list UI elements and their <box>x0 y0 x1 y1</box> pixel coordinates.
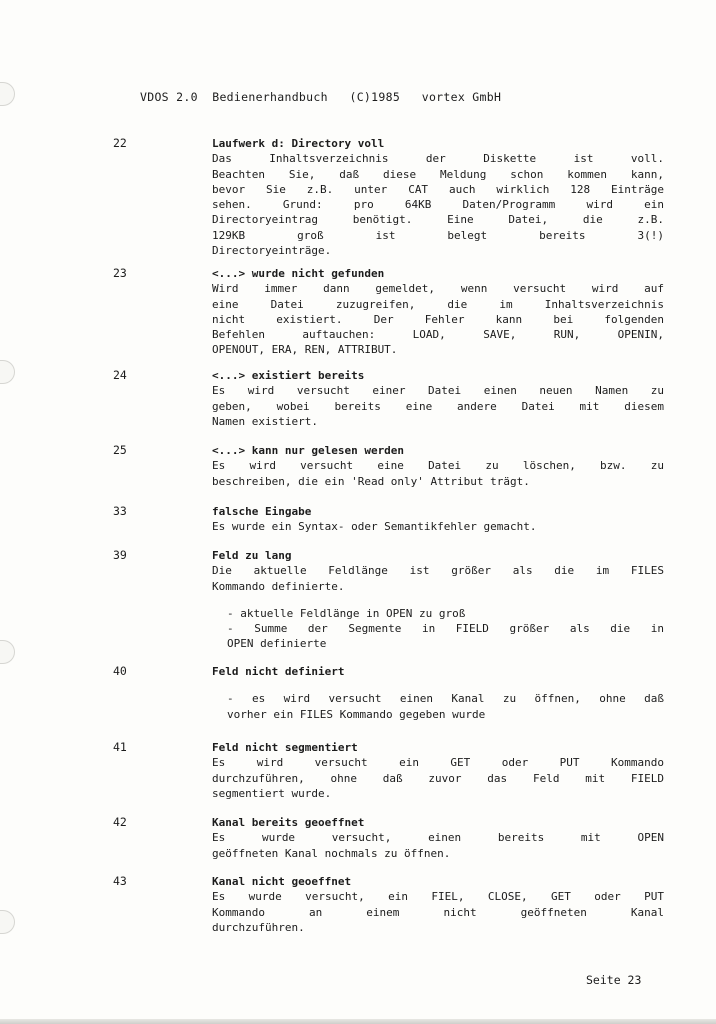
description-line: Es wurde ein Syntax- oder Semantikfehler gemacht. <box>212 520 537 534</box>
description-line: OPENOUT, ERA, REN, ATTRIBUT. <box>212 343 398 357</box>
description-line: Befehlen auftauchen: LOAD, SAVE, RUN, OPENIN, <box>212 328 664 342</box>
description-line: sehen. Grund: pro 64KB Daten/Programm wird ein <box>212 198 664 212</box>
error-description <box>212 266 664 358</box>
error-title: falsche Eingabe <box>212 505 312 518</box>
error-number: 39 <box>113 548 127 562</box>
bullet-item <box>212 691 664 722</box>
error-title: Kanal nicht geoeffnet <box>212 875 352 888</box>
description-line: Es wird versucht ein GET oder PUT Kommando <box>212 756 664 770</box>
description-line: segmentiert wurde. <box>212 786 332 800</box>
error-number: 25 <box>113 443 127 457</box>
error-title: Feld nicht segmentiert <box>212 741 358 754</box>
bullet-line: - Summe der Segmente in FIELD größer als die in <box>227 622 664 636</box>
error-description <box>212 548 664 652</box>
punch-hole-mark <box>0 360 15 384</box>
description-line: Es wird versucht eine Datei zu löschen, bzw. zu <box>212 459 664 473</box>
page-number: Seite 23 <box>586 973 642 987</box>
description-line: Namen existiert. <box>212 414 318 428</box>
description-line: Directoryeinträge. <box>212 244 332 258</box>
description-line: Kommando an einem nicht geöffneten Kanal <box>212 905 664 919</box>
description-line: Directoryeintrag benötigt. Eine Datei, die z.B. <box>212 213 664 227</box>
description-line: Es wurde versucht, einen bereits mit OPEN <box>212 831 664 845</box>
spacer <box>212 679 664 691</box>
error-title: <...> wurde nicht gefunden <box>212 267 385 280</box>
bullet-item <box>212 606 664 621</box>
error-title: <...> existiert bereits <box>212 369 365 382</box>
error-description <box>212 874 664 935</box>
error-title: Feld nicht definiert <box>212 665 345 678</box>
error-number: 23 <box>113 266 127 280</box>
error-title: <...> kann nur gelesen werden <box>212 444 405 457</box>
description-line: nicht existiert. Der Fehler kann bei folgenden <box>212 312 664 326</box>
description-line: Das Inhaltsverzeichnis der Diskette ist voll. <box>212 152 664 166</box>
description-line: Beachten Sie, daß diese Meldung schon kommen kann, <box>212 167 664 181</box>
error-number: 22 <box>113 136 127 150</box>
error-title: Kanal bereits geoeffnet <box>212 816 365 829</box>
description-line: Die aktuelle Feldlänge ist größer als die im FILES <box>212 564 664 578</box>
bullet-line: - aktuelle Feldlänge in OPEN zu groß <box>227 606 466 620</box>
bullet-item <box>212 621 664 652</box>
description-line: Kommando definierte. <box>212 579 345 593</box>
description-line: beschreiben, die ein 'Read only' Attribut trägt. <box>212 474 530 488</box>
punch-hole-mark <box>0 910 15 934</box>
error-number: 42 <box>113 815 127 829</box>
bullet-line: vorher ein FILES Kommando gegeben wurde <box>227 707 486 721</box>
error-description <box>212 136 664 258</box>
page-bottom-edge <box>0 1019 716 1024</box>
description-line: Es wird versucht einer Datei einen neuen Namen zu <box>212 384 664 398</box>
error-title: Feld zu lang <box>212 549 292 562</box>
error-title: Laufwerk d: Directory voll <box>212 137 385 150</box>
error-number: 41 <box>113 740 127 754</box>
description-line: eine Datei zuzugreifen, die im Inhaltsverzeichnis <box>212 297 664 311</box>
error-description <box>212 504 664 535</box>
description-line: Es wurde versucht, ein FIEL, CLOSE, GET oder PUT <box>212 890 664 904</box>
description-line: 129KB groß ist belegt bereits 3(!) <box>212 228 664 242</box>
punch-hole-mark <box>0 82 15 106</box>
bullet-line: - es wird versucht einen Kanal zu öffnen, ohne daß <box>227 692 664 706</box>
description-line: bevor Sie z.B. unter CAT auch wirklich 128 Einträge <box>212 182 664 196</box>
description-line: Wird immer dann gemeldet, wenn versucht wird auf <box>212 282 664 296</box>
error-number: 40 <box>113 664 127 678</box>
error-description <box>212 740 664 801</box>
error-description <box>212 368 664 429</box>
error-description <box>212 664 664 722</box>
error-number: 33 <box>113 504 127 518</box>
error-number: 43 <box>113 874 127 888</box>
spacer <box>212 594 664 606</box>
page-header: VDOS 2.0 Bedienerhandbuch (C)1985 vortex GmbH <box>140 90 502 104</box>
error-description <box>212 443 664 489</box>
description-line: durchzuführen. <box>212 920 305 934</box>
error-number: 24 <box>113 368 127 382</box>
error-description <box>212 815 664 861</box>
description-line: durchzuführen, ohne daß zuvor das Feld mit FIELD <box>212 771 664 785</box>
description-line: geben, wobei bereits eine andere Datei mit diesem <box>212 399 664 413</box>
bullet-line: OPEN definierte <box>227 637 327 651</box>
description-line: geöffneten Kanal nochmals zu öffnen. <box>212 846 451 860</box>
punch-hole-mark <box>0 640 15 664</box>
